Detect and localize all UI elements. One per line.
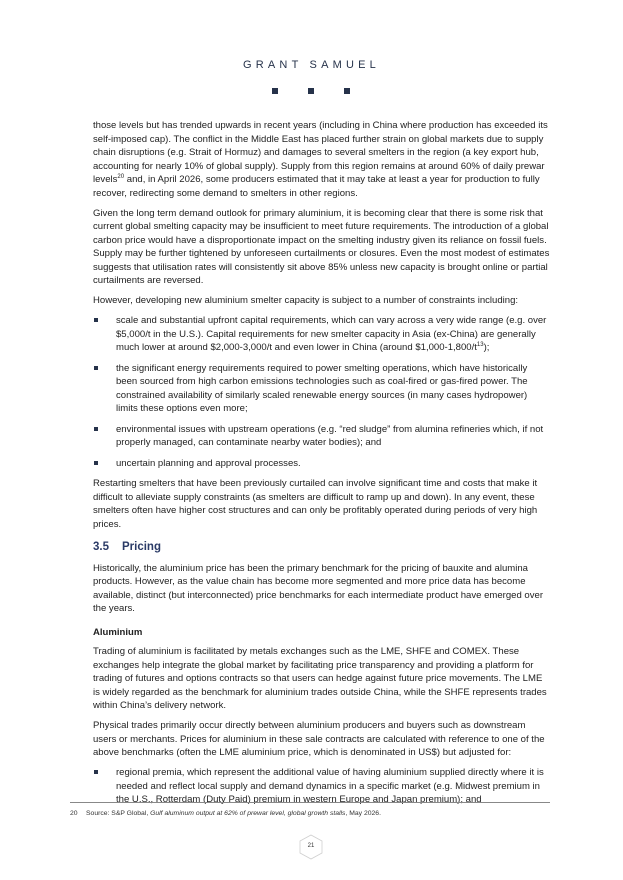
paragraph-demand-outlook: Given the long term demand outlook for primary aluminium, it is becoming clear that there is some risk that current global smelting capacity may be insufficient to meet future requirements. The introduction of a global carbon price would have a disproportionate impact on the smelting industry given its reliance on fossil fuels. Supply may be further tightened by unforeseen curtailments or closures. Even the most modest of estimates suggests that utilisation rates will consistently sit above 85% unless new capacity is brought online or partial curtailments are reversed. — [93, 207, 550, 286]
page-number: 21 — [307, 843, 315, 849]
paragraph-exchanges: Trading of aluminium is facilitated by metals exchanges such as the LME, SHFE and COMEX. These exchanges help integrate the global market by facilitating price transparency and providing a platform for trading of futures and options contracts so that users can hedge against future price movements. The LME is widely regarded as the benchmark for aluminium trades outside China, while the SHFE represents trades within China’s delivery network. — [93, 646, 547, 711]
footnote-source-title: Gulf aluminum output at 62% of prewar level, global growth stalls — [150, 810, 346, 817]
square-mark — [272, 88, 278, 94]
square-mark — [308, 88, 314, 94]
paragraph-pricing-history: Historically, the aluminium price has been the primary benchmark for the pricing of bauxite and alumina products. However, as the value chain has become more segmented and more price data has become available, distinct (but interconnected) price benchmarks for each intermediate product have emerged over the years. — [93, 562, 544, 614]
paragraph-physical-trades: Physical trades primarily occur directly between aluminium producers and buyers such as downstream users or merchants. Prices for aluminium in these sale contracts are calculated with reference to one of the above benchmarks (often the LME aluminium price, which is denominated in US$) but adjusted for: — [93, 720, 545, 758]
list-item: the significant energy requirements required to power smelting operations, which have historically been sourced from high carbon emissions technologies such as coal-fired or gas-fired power. The constrained availability of similarly scaled renewable energy sources (in many cases hydropower) limits these options even more; — [93, 362, 551, 416]
list-item: regional premia, which represent the additional value of having aluminium supplied directly where it is needed and reflect local supply and demand dynamics in a specific market (e.g. Midwest premium in the U.S., Rotterdam (Duty Paid) premium in western Europe and Japan premium); and — [93, 766, 551, 807]
bullet-square-icon — [94, 366, 98, 370]
paragraph-supply-conflict: those levels but has trended upwards in recent years (including in China where production has exceeded its self-imposed cap). The conflict in the Middle East has placed further strain on global markets due to supply chain disruptions (e.g. Strait of Hormuz) and damages to several smelters in the region (a key export hub, accounting for nearly 10% of global supply). Supply from this region remains at around 60% of daily prewar levels$^{20}$ and, in April 2026, some producers estimated that it may take at least a year for production to fully recover, redirecting some demand to smelters in other regions. — [93, 120, 548, 199]
footnote-ref: 13 — [476, 341, 484, 348]
square-mark — [344, 88, 350, 94]
paragraph-restarting-smelters: Restarting smelters that have been previously curtailed can involve significant time and costs that make it difficult to alleviate supply constraints (as smelters are difficult to ramp up and down). In any event, these smelters often have higher cost structures and can only be profitably operated during periods of very high prices. — [93, 478, 538, 530]
grant-samuel-logo: GRANT SAMUEL — [243, 59, 380, 71]
adjustments-list — [93, 766, 551, 807]
section-heading — [93, 541, 551, 555]
paragraph-constraints-intro: However, developing new aluminium smelter capacity is subject to a number of constraints including: — [93, 295, 519, 306]
page-content — [93, 119, 551, 814]
bullet-square-icon — [94, 318, 98, 322]
subsection-heading: Aluminium — [93, 626, 143, 638]
page-number-badge — [299, 834, 323, 860]
list-item: uncertain planning and approval processes. — [93, 457, 551, 471]
section-title: Pricing — [122, 541, 161, 553]
bullet-square-icon — [94, 461, 98, 465]
footnote: 20 Source: S&P Global, Gulf aluminum output at 62% of prewar level, global growth stalls, May 2026. — [70, 810, 381, 817]
list-item: scale and substantial upfront capital requirements, which can vary across a very wide range (e.g. over $5,000/t in the U.S.). Capital requirements for new smelter capacity in Asia (ex-China) are generally much lower at around $2,000-3,000/t and even lower in China (around $\$1,000-1,800/t^{13}$); — [93, 314, 551, 355]
bullet-square-icon — [94, 427, 98, 431]
section-number: 3.5 — [93, 541, 109, 553]
footnote-divider — [70, 802, 550, 803]
list-item: environmental issues with upstream operations (e.g. “red sludge” from alumina refineries which, if not properly managed, can contaminate nearby water bodies); and — [93, 423, 551, 450]
logo-squares-divider — [0, 88, 623, 96]
footnote-ref: 20 — [117, 173, 125, 180]
bullet-square-icon — [94, 770, 98, 774]
constraints-list — [93, 314, 551, 470]
footnote-number: 20 — [70, 810, 78, 817]
